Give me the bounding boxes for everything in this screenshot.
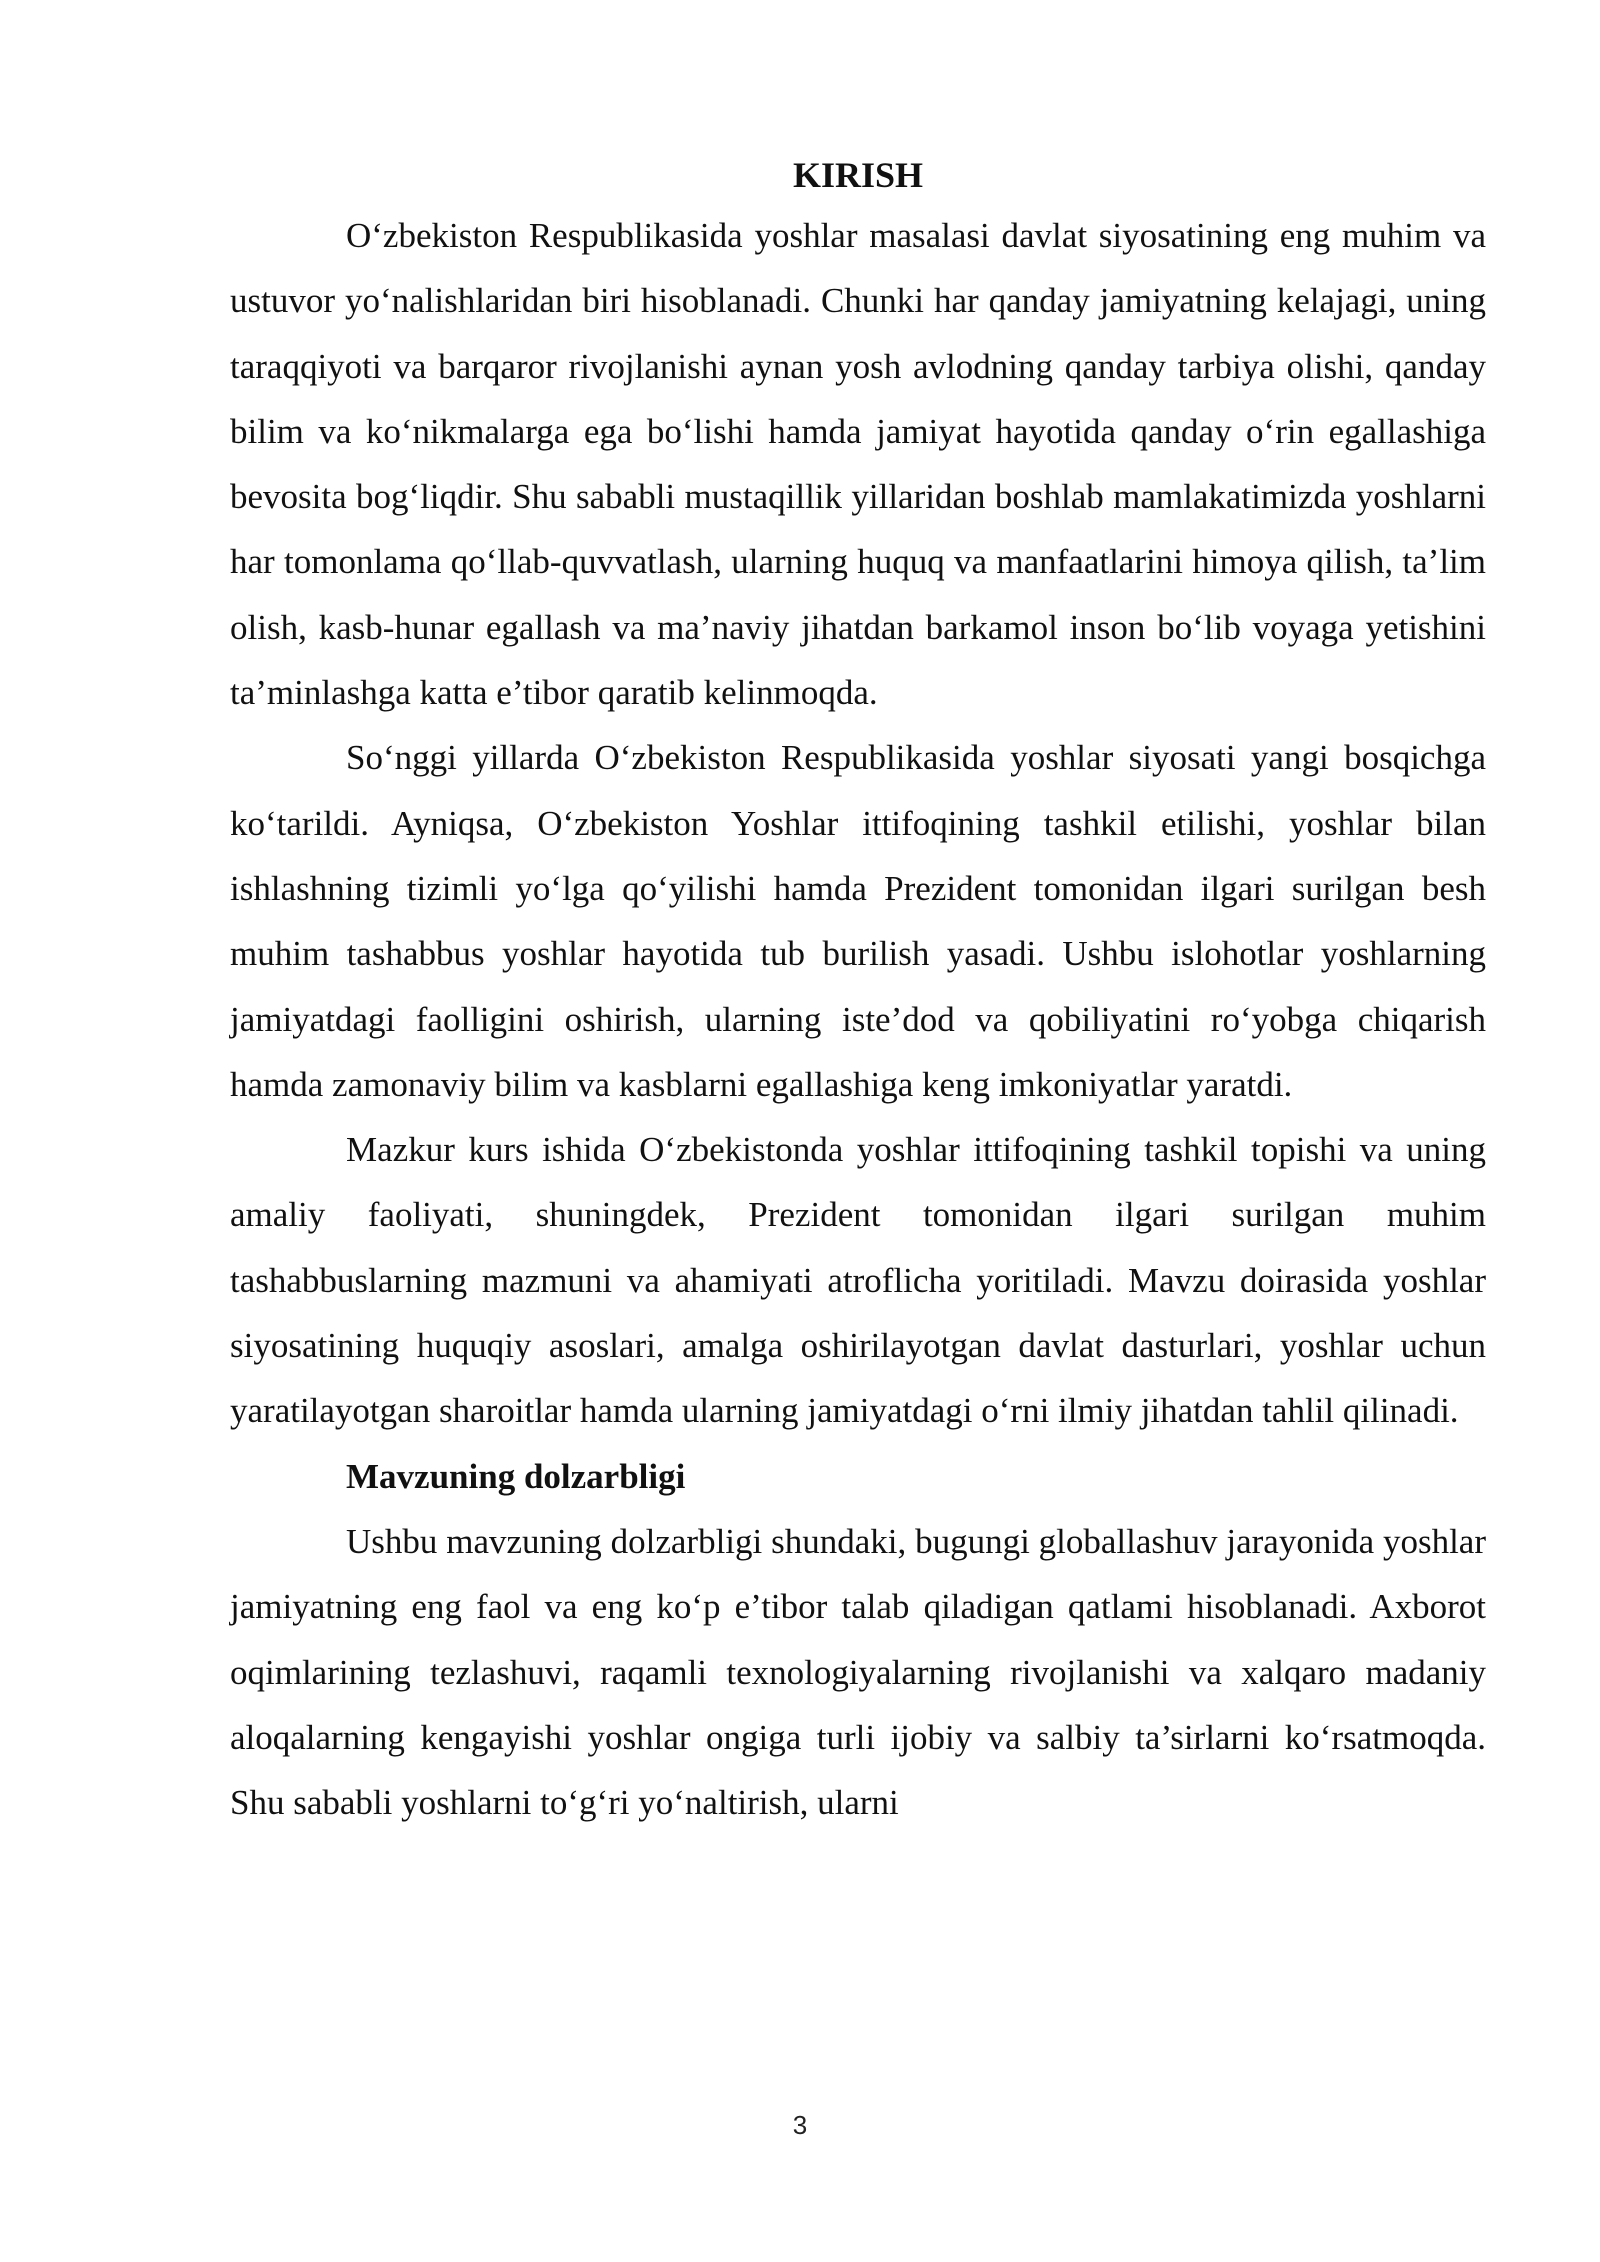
subheading-relevance: Mavzuning dolzarbligi bbox=[346, 1456, 686, 1496]
page-body bbox=[230, 148, 1486, 1835]
paragraph-course-scope: Mazkur kurs ishida O‘zbekistonda yoshlar ittifoqining tashkil topishi va uning amaliy faoliyati, shuningdek, Prezident tomonidan ilgari surilgan muhim tashabbuslarning mazmuni va ahamiyati atroflicha yoritiladi. Mavzu doirasida yoshlar siyosatining huquqiy asoslari, amalga oshirilayotgan davlat dasturlari, yoshlar uchun yaratilayotgan sharoitlar hamda ularning jamiyatdagi o‘rni ilmiy jihatdan tahlil qilinadi. bbox=[230, 1130, 1486, 1431]
paragraph-reforms: So‘nggi yillarda O‘zbekiston Respublikasida yoshlar siyosati yangi bosqichga ko‘tarildi. Ayniqsa, O‘zbekiston Yoshlar ittifoqining tashkil etilishi, yoshlar bilan ishlashning tizimli yo‘lga qo‘yilishi hamda Prezident tomonidan ilgari surilgan besh muhim tashabbus yoshlar hayotida tub burilish yasadi. Ushbu islohotlar yoshlarning jamiyatdagi faolligini oshirish, ularning iste’dod va qobiliyatini ro‘yobga chiqarish hamda zamonaviy bilim va kasblarni egallashiga keng imkoniyatlar yaratdi. bbox=[230, 738, 1486, 1104]
paragraph-relevance: Ushbu mavzuning dolzarbligi shundaki, bugungi globallashuv jarayonida yoshlar jamiyatning eng faol va eng ko‘p e’tibor talab qiladigan qatlami hisoblanadi. Axborot oqimlarining tezlashuvi, raqamli texnologiyalarning rivojlanishi va xalqaro madaniy aloqalarning kengayishi yoshlar ongiga turli ijobiy va salbiy ta’sirlarni ko‘rsatmoqda. Shu sababli yoshlarni to‘g‘ri yo‘naltirish, ularni bbox=[230, 1521, 1486, 1823]
section-heading: KIRISH bbox=[792, 155, 924, 195]
page-number: 3 bbox=[792, 2110, 808, 2140]
paragraph-intro: O‘zbekiston Respublikasida yoshlar masalasi davlat siyosatining eng muhim va ustuvor yo‘nalishlaridan biri hisoblanadi. Chunki har qanday jamiyatning kelajagi, uning taraqqiyoti va barqaror rivojlanishi aynan yosh avlodning qanday tarbiya olishi, qanday bilim va ko‘nikmalarga ega bo‘lishi hamda jamiyat hayotida qanday o‘rin egallashiga bevosita bog‘liqdir. Shu sababli mustaqillik yillaridan boshlab mamlakatimizda yoshlarni har tomonlama qo‘llab-quvvatlash, ularning huquq va manfaatlarini himoya qilish, ta’lim olish, kasb-hunar egallash va ma’naviy jihatdan barkamol inson bo‘lib voyaga yetishini ta’minlashga katta e’tibor qaratib kelinmoqda. bbox=[230, 216, 1486, 713]
